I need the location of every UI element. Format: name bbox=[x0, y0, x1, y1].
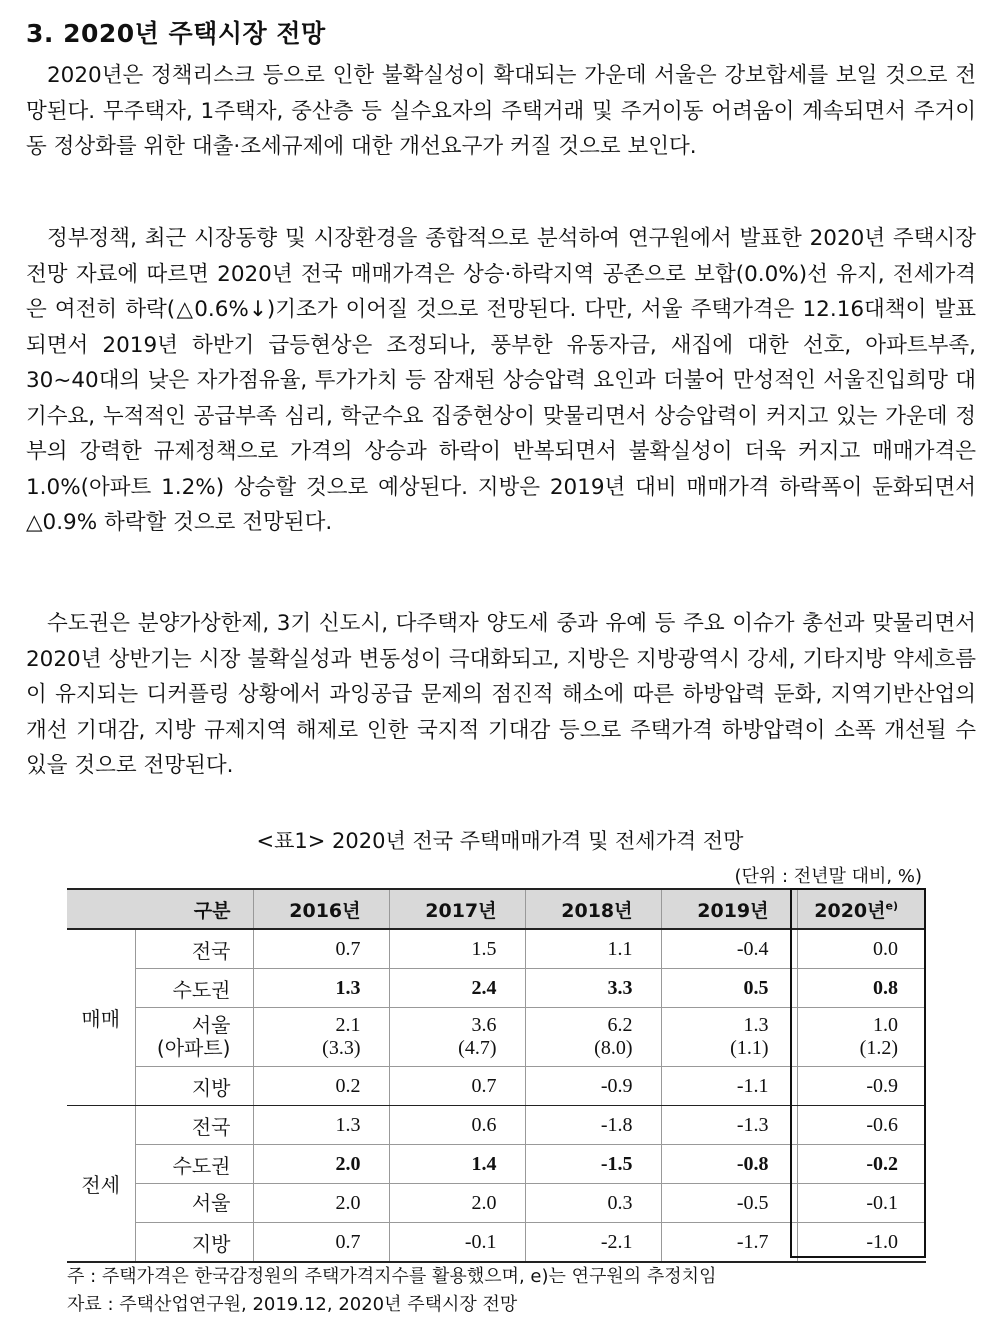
table-cell: 0.8 bbox=[797, 969, 926, 1008]
table-cell: -0.1 bbox=[797, 1184, 926, 1223]
table-cell: 1.5 bbox=[389, 929, 525, 969]
row-label: 전국 bbox=[135, 929, 253, 969]
cell-line2: (3.3) bbox=[322, 1037, 361, 1059]
row-label-line1: 서울 bbox=[191, 1013, 231, 1037]
table-cell: -0.5 bbox=[661, 1184, 797, 1223]
table-cell: -0.9 bbox=[797, 1067, 926, 1106]
cell-line2: (8.0) bbox=[594, 1037, 633, 1059]
paragraph-1: 2020년은 정책리스크 등으로 인한 불확실성이 확대되는 가운데 서울은 강보합세를 보일 것으로 전망된다. 무주택자, 1주택자, 중산층 등 실수요자의 주택거래 및 주거이동 어려움이 계속되면서 주거이동 정상화를 위한 대출·조세규제에 대한 개선요구가 커질 것으로 보인다. bbox=[26, 63, 976, 159]
cell-line1: 3.6 bbox=[471, 1014, 497, 1036]
header-year-2020 bbox=[797, 889, 926, 929]
price-forecast-table bbox=[67, 888, 926, 1263]
table-cell: 2.0 bbox=[389, 1184, 525, 1223]
cell-line2: (1.1) bbox=[730, 1037, 769, 1059]
table-cell: -0.6 bbox=[797, 1106, 926, 1145]
table-cell: 0.2 bbox=[253, 1067, 389, 1106]
table-cell: 2.0 bbox=[253, 1184, 389, 1223]
table-row bbox=[67, 929, 926, 969]
table-cell: -2.1 bbox=[525, 1223, 661, 1263]
table-cell: -0.9 bbox=[525, 1067, 661, 1106]
row-label bbox=[135, 1008, 253, 1067]
cell-line2: (1.2) bbox=[859, 1037, 898, 1059]
table-cell: -0.1 bbox=[389, 1223, 525, 1263]
cell-line1: 1.0 bbox=[873, 1014, 898, 1036]
row-label: 서울 bbox=[135, 1184, 253, 1223]
cell-line1: 6.2 bbox=[607, 1014, 633, 1036]
table-unit: (단위 : 전년말 대비, %) bbox=[734, 866, 922, 887]
header-year-2018: 2018년 bbox=[525, 889, 661, 929]
group-jeonse: 전세 bbox=[67, 1106, 135, 1263]
table-cell: -0.4 bbox=[661, 929, 797, 969]
table-cell: -1.8 bbox=[525, 1106, 661, 1145]
row-label: 지방 bbox=[135, 1067, 253, 1106]
table-row bbox=[67, 1223, 926, 1263]
table-cell: 1.4 bbox=[389, 1145, 525, 1184]
row-label: 지방 bbox=[135, 1223, 253, 1263]
table-note: 주 : 주택가격은 한국감정원의 주택가격지수를 활용했으며, e)는 연구원의 추정치임 bbox=[67, 1266, 717, 1287]
header-year-2019: 2019년 bbox=[661, 889, 797, 929]
table-caption: <표1> 2020년 전국 주택매매가격 및 전세가격 전망 bbox=[256, 829, 744, 853]
header-year-2016: 2016년 bbox=[253, 889, 389, 929]
header-year-2020-label: 2020년 bbox=[814, 899, 886, 922]
table-cell: 2.0 bbox=[253, 1145, 389, 1184]
table-row bbox=[67, 1067, 926, 1106]
table-cell: 1.3 bbox=[253, 969, 389, 1008]
table-cell: 0.0 bbox=[797, 929, 926, 969]
table-cell: 0.7 bbox=[389, 1067, 525, 1106]
table-cell: -1.7 bbox=[661, 1223, 797, 1263]
table-cell: -1.5 bbox=[525, 1145, 661, 1184]
table-cell: 1.3 bbox=[253, 1106, 389, 1145]
table-cell bbox=[797, 1008, 926, 1067]
cell-line1: 2.1 bbox=[335, 1014, 361, 1036]
table-cell: 2.4 bbox=[389, 969, 525, 1008]
row-label: 수도권 bbox=[135, 1145, 253, 1184]
table-cell: 0.7 bbox=[253, 1223, 389, 1263]
table-row bbox=[67, 1145, 926, 1184]
table-cell bbox=[525, 1008, 661, 1067]
row-label: 전국 bbox=[135, 1106, 253, 1145]
table-cell: 0.3 bbox=[525, 1184, 661, 1223]
table-cell: -1.1 bbox=[661, 1067, 797, 1106]
header-category: 구분 bbox=[67, 889, 253, 929]
table-cell: 0.7 bbox=[253, 929, 389, 969]
table-cell bbox=[253, 1008, 389, 1067]
group-sale: 매매 bbox=[67, 929, 135, 1106]
table-header-row bbox=[67, 889, 926, 929]
table-cell: -0.2 bbox=[797, 1145, 926, 1184]
table-cell: 1.1 bbox=[525, 929, 661, 969]
row-label: 수도권 bbox=[135, 969, 253, 1008]
row-label-line2: (아파트) bbox=[156, 1036, 231, 1060]
estimate-mark: e) bbox=[885, 899, 898, 913]
paragraph-2: 정부정책, 최근 시장동향 및 시장환경을 종합적으로 분석하여 연구원에서 발표한 2020년 주택시장 전망 자료에 따르면 2020년 전국 매매가격은 상승·하락지역 공존으로 보합(0.0%)선 유지, 전세가격은 여전히 하락(△0.6%↓)기조가 이어질 것으로 전망된다. 다만, 서울 주택가격은 12.16대책이 발표되면서 2019년 하반기 급등현상은 조정되나, 풍부한 유동자금, 새집에 대한 선호, 아파트부족, 30~40대의 낮은 자가점유율, 투가가치 등 잠재된 상승압력 요인과 더불어 만성적인 서울진입희망 대기수요, 누적적인 공급부족 심리, 학군수요 집중현상이 맞물리면서 상승압력이 커지고 있는 가운데 정부의 강력한 규제정책으로 가격의 상승과 하락이 반복되면서 불확실성이 더욱 커지고 매매가격은 1.0%(아파트 1.2%) 상승할 것으로 예상된다. 지방은 2019년 대비 매매가격 하락폭이 둔화되면서 △0.9% 하락할 것으로 전망된다. bbox=[26, 226, 976, 535]
table-row bbox=[67, 1184, 926, 1223]
table-row bbox=[67, 1106, 926, 1145]
table-row bbox=[67, 1008, 926, 1067]
table-row bbox=[67, 969, 926, 1008]
header-year-2017: 2017년 bbox=[389, 889, 525, 929]
cell-line2: (4.7) bbox=[458, 1037, 497, 1059]
table-cell bbox=[389, 1008, 525, 1067]
table-cell: -1.0 bbox=[797, 1223, 926, 1263]
cell-line1: 1.3 bbox=[743, 1014, 769, 1036]
table-cell: 0.5 bbox=[661, 969, 797, 1008]
table-cell: 0.6 bbox=[389, 1106, 525, 1145]
table-cell: 3.3 bbox=[525, 969, 661, 1008]
table-cell: -1.3 bbox=[661, 1106, 797, 1145]
section-title: 3. 2020년 주택시장 전망 bbox=[26, 19, 326, 48]
table-source: 자료 : 주택산업연구원, 2019.12, 2020년 주택시장 전망 bbox=[67, 1294, 518, 1315]
paragraph-3: 수도권은 분양가상한제, 3기 신도시, 다주택자 양도세 중과 유예 등 주요 이슈가 총선과 맞물리면서 2020년 상반기는 시장 불확실성과 변동성이 극대화되고, 지방은 지방광역시 강세, 기타지방 약세흐름이 유지되는 디커플링 상황에서 과잉공급 문제의 점진적 해소에 따른 하방압력 둔화, 지역기반산업의 개선 기대감, 지방 규제지역 해제로 인한 국지적 기대감 등으로 주택가격 하방압력이 소폭 개선될 수 있을 것으로 전망된다. bbox=[26, 611, 976, 778]
table-cell bbox=[661, 1008, 797, 1067]
table-cell: -0.8 bbox=[661, 1145, 797, 1184]
